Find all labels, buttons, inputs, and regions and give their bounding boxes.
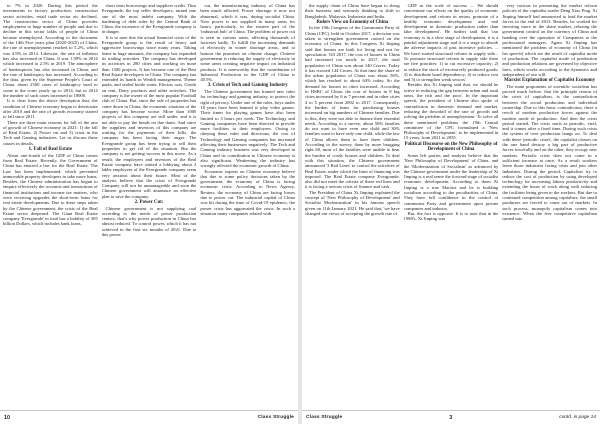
paragraph: Besides this Xi Jinping said that, we should be active in reducing the gap between urban and rural areas, the rich and the poor'. In the important speech, the president of Chinese also spoke of contradiction in domestic demand and market, reducing the downfall of the rate of growth and solving the problem of unemployment. To solve all these mentioned problems the 19th Central committee of the CPC formulated a 'New Philosophy of Development', to be implemented in 15 years, from 2021 to 2035.: [403, 82, 499, 141]
paragraph: Chinese government is not supplying coal according to the needs of power production centers, that's why power production in China has almost reduced. To control power, which it has not achieved in the first six months of 2021. Due to this power: [101, 205, 197, 238]
right-page: [302, 0, 600, 424]
continued-note: contd. in page 14: [559, 415, 596, 420]
masthead: Class Struggle: [306, 415, 343, 420]
right-page-columns: [302, 0, 600, 407]
left-page-columns: [0, 0, 298, 407]
paragraph: In the 19th Congress of the Communist Party of China (CPC), held in October 2017, a decision was taken to strengthen government control on the economy of China. In this Congress Xi Jinping said that houses are built for living and not for speculation. Till 2017, the cost of houses in China had increased too much; in 2017, the total population of China was about 140 Crores. Today it has crossed 144 Crores. At that time the share of the urban population of China was about 58%, which has reached to about 64% today. So the demand for houses in cities increased. According to HSBC of China, the cost of houses in 8 big cities increased by 6 to 7 percent and in other cities 4 to 5 percent from 2002 to 2017. Consequently, the burden of loans for purchasing houses increased on big numbers of Chinese families. Due to this, they were not able to finance their essential needs. According to a survey, about 50% families do not want to have even one child and 30% families want to have only one child, while the law of China allows them to have three children. According to the survey, done by more bragging right 68, most of the families were unable to bear the burden of costly houses and children. To deal with this situation, the Chinese government announced '3 Red Lines' to control the activities of Real Estate, under which the limit of financing was imposed. The Real Estate company Evergrande, also did not meet the criteria of these red lines and it is facing a serious crisis of finance and cash.: [305, 25, 400, 190]
left-page: [0, 0, 298, 424]
left-column-2: [102, 3, 197, 407]
paragraph: the supply chain of China have begun to shrug their business and seriously thinking to shift to Bangladesh, Malaysia, Indonesia and India.: [305, 3, 400, 19]
section-heading: 3. Crisis of Tech and Gaming Industry: [207, 83, 288, 89]
page-number: 10: [4, 414, 10, 421]
paragraph: short term borrowings and suppliers credit. Thus Evergrande, the top seller developers, turned into one of the most indebt company. With the hardening of debt rules by the Central Bank of China, the existence of the Evergrande company is in danger.: [101, 3, 197, 35]
page-number: 3: [449, 414, 453, 421]
paragraph: About one-fourth of the GDP of China comes from Real Estate. Recently, the Government of China has enacted a law for the Real Estate. The Law has been implemented, which prevented immovable property developers to take more loans. Besides, the Chinese administration has begun to enquire effectively the accounts and transactions of financial institutions and income tax matters, who were receiving upgrades the short-term loans for real estate developments. Due to these steps taken by the Chinese government, the crisis of the Real Estate sector deepened. The Giant Real Estate company 'Evergrande' in total has a liability of 305 billion Dollars, which includes bank loans,: [3, 152, 98, 227]
section-heading: 1. Fall of Real Estate: [28, 147, 72, 153]
paragraph: Economic experts on Chinese economy believe that due to some policy decisions taken by the government, the economy of China is facing economic crisis. According to News Agency, Reuters, the economy of China are facing losses due to power cut. The industrial capital of China was hit during the time of Covid-19 epidemic, the power crisis has aggravated the crisis. In such a situation many companies related with: [200, 168, 296, 216]
paragraph: very curious in promoting the market reform policies of the capitalist roader Deng Xiao Ping. Xi Jinping himself had announced to lead the market forces in the end of 2013. Besides, he worked for investing more in the share market, relaxing the government control on the currency of China and handing over the operation of Companies to the professional managers. Again Xi Jinping has mentioned the problem of economy of China (in his speech) which are the result of capitalist mode of production. The capitalist mode of production and production relations are governed by objective laws, which works according to the dynamics and independent of our will.: [502, 3, 598, 77]
paragraph: GDP as the scale of success .... We should concentrate our efforts on the quality of economic development and reform in return, promote of a healthy economic development and real development in domestic production rather than fake development'. He further said that 'our economy is in a slow stage of development, it is a painful adjustment stage and it is a stage to absorb the adverse impacts of past incentive policies. ... We have started structural reform in supply side... To promote structural reform in supply side there are five priorities: 1) to cut excessive capacity; 2) to reduce the stock of excessively produced goods; 3) to distribute bond dependency; 4) to reduce cost and 5) to strengthen weak sectors'.: [403, 3, 499, 83]
paragraph: The Chinese government has framed new rules for technology and gaming industry, to protect the right of privacy. Under one of the rules, boys under 18 years have been banned to play video games. Their times for playing games have also been limited to 3 hours per week. The Technology and Gaming companies have been directed to provide more facilities to their employees. Owing to obeying these rules and directions, the cost of Technology and Gaming companies has increased affecting their businesses negatively. The Tech and Gaming industry business was very developed in China and its contribution to Chinese economy is also significant. Weakening the industry has wrongly affected the economic growth of China.: [200, 89, 296, 169]
left-page-footer: [0, 410, 298, 424]
paragraph: It is clear from the above description that, the condition of Chinese economy began to deteriorate after 2010 and the rate of growth economy started to fall since 2011.: [3, 98, 98, 120]
section-heading: Political Discourse on the New Philosophy of Development of China: [404, 141, 498, 153]
masthead: Class Struggle: [257, 415, 294, 420]
paragraph: It is to note that the actual financial crisis of the Evergrande group is the result of heavy and aggressive borrowings since many years. Taking loans in huge amounts, the company has expanded its trading activities. The company has developed its activities in 280 cities and working on more than 1300 projects. It has become one of the Best Real Estate developers in China. The company has extended its hands in Wealth management, Theme parks, and sealed bottle water, Electric cars, Goods on rent, Dairy products and other activities. The company is the owner of the most popular Football club of China. But, since the sale of properties has come down in China, the economic situation of the company has become worse. More than 1000 projects of this company are still under, and it is not able to pay the bonds on due dates. And since the suppliers and investors of this company are waiting for the payments of their bills, the company has been facing their anger. The Evergrande group has been trying to sell their properties to get rid of the situation. But the company is not getting success in this move. As a result, the employees and investors of the Real Estate company have started a lobbying about 2 lakhs employees of the Evergrande company seem very anxious about their future. Most of the analysts believe that the crisis of Evergrande Company will not be unmanageable and soon the Chinese government will announce an effective plan to save the company.: [101, 34, 197, 199]
paragraph: There are three main reasons for fall of the rate of growth of Chinese economy in 2021: 1) the fall of Real Estate, 2) Power cut and 3) crisis in the Tech and Gaming industries. Let us discuss these causes in details.: [3, 119, 98, 146]
paragraph: The President of China Xi Jinping explained the concept of 'New Philosophy of Development' and Socialist Modernization' in his famous speech given on 11th January 2021. He said that, 'we have changed our views of accepting the growth rate of: [305, 189, 400, 216]
section-heading: 2. Power Cut:: [134, 199, 164, 205]
paragraph: Some left parties and analysts believe that the 'New Philosophy of Development' of China, and the 'Modernization of Socialism' as advanced by the Chinese government under the leadership of Xi Jinping is a real sense the forward stage of socialist economic development. According to them Xi Jinping is a true Marxist and he is building socialism according to the peculiarities of China. They have full confidence in the control of communist Party and government upon private companies and industry.: [403, 152, 499, 211]
right-column-2: [404, 3, 499, 407]
right-page-footer: [302, 410, 600, 424]
paragraph: to 7% in 2020. During this period the investments in factory production, construction sector activities, retail trade sector etc declined. The construction sector of China provides employment to huge number of people and due to decline in this sector lakhs of people of China became unemployed. According to the document of the 14th Five years plan (2020-2025) of China, the rate of unemployment reached to 5.2%, which was 4.9% in 2014. Likewise, the rate of inflation has also increased in China. It was 1.99% in 2014 which increased to 2.5% in 2019. The atmosphere of bankruptcies has also increased in China, and the rate of bankruptcy has increased. According to the data, given by the Supreme People's Court of China, about 2500 cases of bankruptcy used to come to the court yearly up to 2014, but in 2014 the number of such cases increased to 18000.: [3, 3, 98, 99]
left-column-1: [3, 3, 98, 407]
section-heading: Rulers View on Economy of China: [316, 19, 389, 25]
paragraph: The main proponents of scientific socialism has proved much before, that the principle reason of the crisis of capitalism, is the contradiction between the social production and individual ownership. Due to this basic contradiction, there a revolt of modern productive forces against the modern mode of production. And then the crisis period started. The crisis starts as periodic, viral, and it comes after a fixed time. During such crisis the system of over production hangs on. To deal with these 'periodic crises', the capitalist classes on the one hand destroy a big part of productive forces forcefully and on the other, they occupy new markets. Periodic crisis does not come in a sufficient increase at once, As a result workers leave those industries facing crisis and join other industries. During the period, Capitalists try to reduce the cost of production by using developed technology for increasing labour productivity and extending the hours of work along with reducing the facilities being given to the workers. But due to continued competition among capitalists, the small producers are forced to come out of markets. In such process, monopoly capitalism comes into existence. When the free competitive capitalism turned into: [502, 83, 598, 222]
paragraph: cut, the manufacturing industry of China has been much affected. Power shortage is now not abnormal, which it was, during socialist China. Now power is not supplied in many areas for hours, particularly, in the eastern part of the 'industrial hub' of China. The problem of power cut is seen in various areas, affecting thousands of factories badly. To fulfill the increasing demands of electricity in winter shortage areas, and to honour the promises on climate change, Chinese government is reducing the supply of electricity in some areas creating negative impact on industrial products. It is noteworthy that the contribution of Industrial Production in the GDP of China is 40.5%.: [200, 3, 296, 83]
right-column-1: [305, 3, 400, 407]
section-heading: Marxist Explanation of Capitalist Economy: [504, 78, 596, 84]
paragraph: But, the fact is opposite. It is to note that in the 1980's, Xi Jinping was: [403, 211, 499, 222]
left-column-3: [200, 3, 295, 407]
right-column-3: [502, 3, 597, 407]
